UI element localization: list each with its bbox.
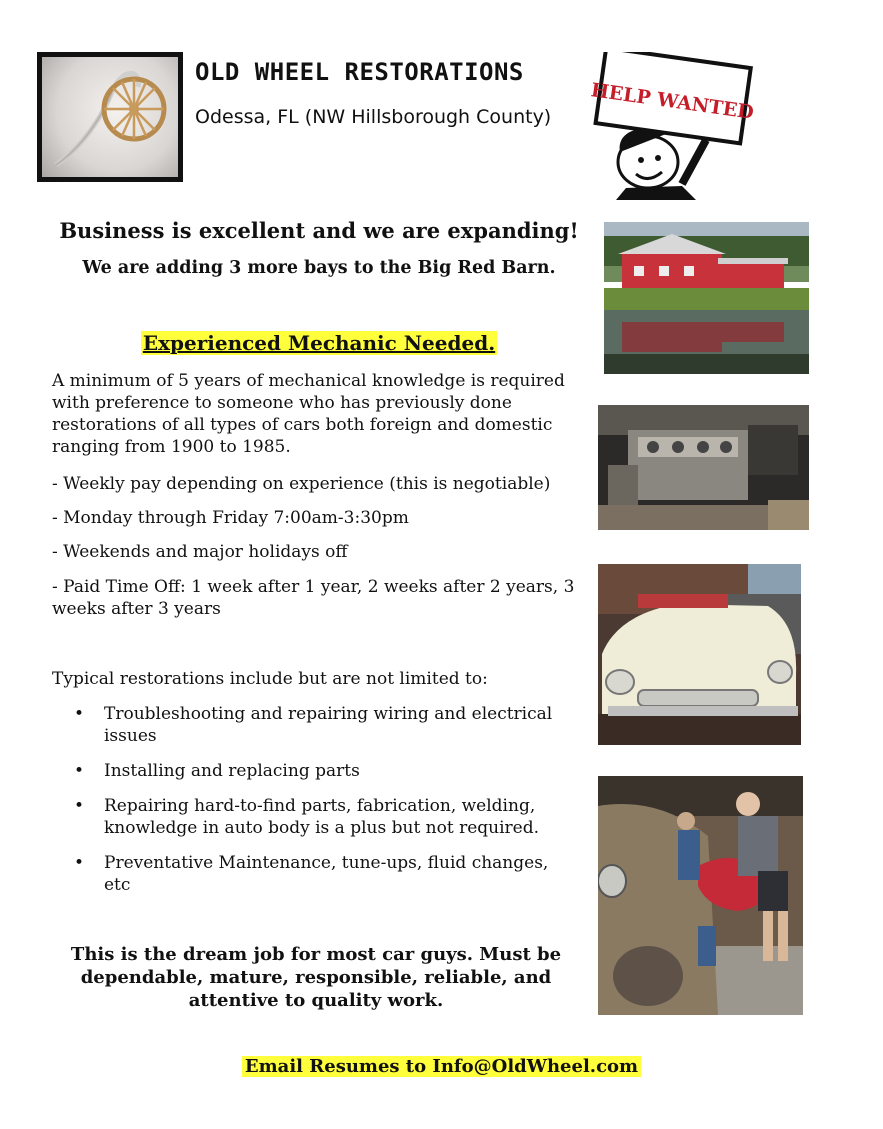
restorations-intro: Typical restorations include but are not limited to: [52, 669, 488, 689]
list-item: • Installing and replacing parts [72, 760, 572, 782]
contact-email-text[interactable]: Email Resumes to Info@OldWheel.com [242, 1056, 641, 1077]
benefit-days-off: - Weekends and major holidays off [52, 542, 348, 562]
expansion-headline: Business is excellent and we are expanding! [59, 218, 579, 243]
benefit-hours: - Monday through Friday 7:00am-3:30pm [52, 508, 409, 528]
wagon-wheel-icon [42, 57, 178, 177]
expansion-subheadline: We are adding 3 more bays to the Big Red Barn. [82, 258, 556, 278]
red-barn-photo [604, 222, 809, 374]
position-title-text: Experienced Mechanic Needed. [142, 331, 496, 355]
help-wanted-illustration [586, 52, 754, 200]
position-title [30, 331, 608, 355]
benefit-pto: - Paid Time Off: 1 week after 1 year, 2 weeks after 2 years, 3 weeks after 3 years [52, 577, 575, 619]
garage-work-photo [598, 776, 803, 1015]
restoration-list [72, 760, 572, 782]
list-item: • Repairing hard-to-find parts, fabrication, welding, knowledge in auto body is a plus but not required. [72, 795, 572, 839]
closing-statement: This is the dream job for most car guys. Must be dependable, mature, responsible, reliable, and attentive to quality work. [70, 944, 562, 1011]
restoration-list [72, 795, 572, 839]
engine-photo [598, 405, 809, 530]
company-logo [37, 52, 183, 182]
requirements-paragraph: A minimum of 5 years of mechanical knowledge is required with preference to someone who has previously done restorations of all types of cars both foreign and domestic ranging from 1900 to 1985. [52, 371, 565, 457]
classic-thunderbird-photo [598, 564, 801, 745]
benefit-pay: - Weekly pay depending on experience (this is negotiable) [52, 474, 551, 494]
list-item: • Preventative Maintenance, tune-ups, fluid changes, etc [72, 852, 572, 896]
restoration-list [72, 703, 572, 747]
help-wanted-sign-text: HELP WANTED [589, 79, 754, 124]
company-location: Odessa, FL (NW Hillsborough County) [195, 106, 552, 128]
restoration-list [72, 852, 572, 896]
company-name: OLD WHEEL RESTORATIONS [195, 58, 524, 86]
contact-line [30, 1056, 853, 1077]
list-item: • Troubleshooting and repairing wiring and electrical issues [72, 703, 572, 747]
